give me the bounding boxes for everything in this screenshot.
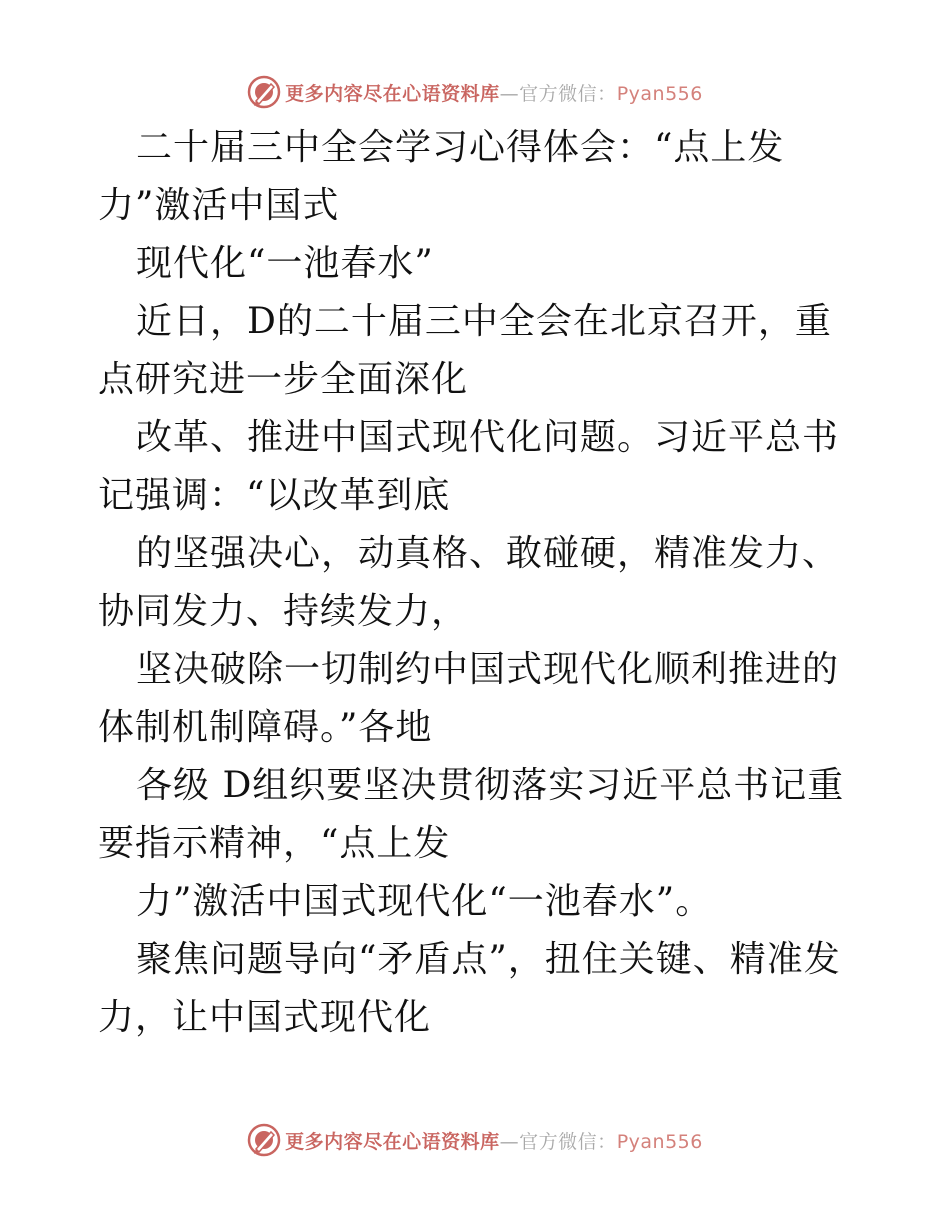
paragraph: 坚决破除一切制约中国式现代化顺利推进的体制机制障碍。”各地 <box>98 649 840 748</box>
banner-sub-text: 官方微信： <box>519 82 617 105</box>
header-banner <box>0 72 950 112</box>
pen-logo-icon <box>247 1123 281 1157</box>
banner-wechat-id: Pyan556 <box>616 82 703 105</box>
document-body <box>98 119 858 1047</box>
paragraph: 近日，D的二十届三中全会在北京召开，重点研究进一步全面深化 <box>98 301 832 400</box>
banner-separator: — <box>499 1130 520 1153</box>
banner-separator: — <box>499 82 520 105</box>
paragraph: 力”激活中国式现代化“一池春水”。 <box>136 881 713 922</box>
footer-banner <box>0 1120 950 1160</box>
banner-text <box>285 79 703 106</box>
banner-wechat-id: Pyan556 <box>616 1130 703 1153</box>
banner-sub-text: 官方微信： <box>519 1130 617 1153</box>
document-title-line-1: 二十届三中全会学习心得体会：“点上发力”激活中国式 <box>98 127 785 226</box>
paragraph: 聚焦问题导向“矛盾点”，扭住关键、精准发力，让中国式现代化 <box>98 939 841 1038</box>
banner-main-text: 更多内容尽在心语资料库 <box>285 82 500 105</box>
pen-logo-icon <box>247 75 281 109</box>
banner-main-text: 更多内容尽在心语资料库 <box>285 1130 500 1153</box>
paragraph: 的坚强决心，动真格、敢碰硬，精准发力、协同发力、持续发力， <box>98 533 840 632</box>
paragraph: 改革、推进中国式现代化问题。习近平总书记强调：“以改革到底 <box>98 417 840 516</box>
document-title-line-2: 现代化“一池春水” <box>136 243 434 284</box>
banner-text <box>285 1127 703 1154</box>
paragraph: 各级 D组织要坚决贯彻落实习近平总书记重要指示精神，“点上发 <box>98 765 845 864</box>
